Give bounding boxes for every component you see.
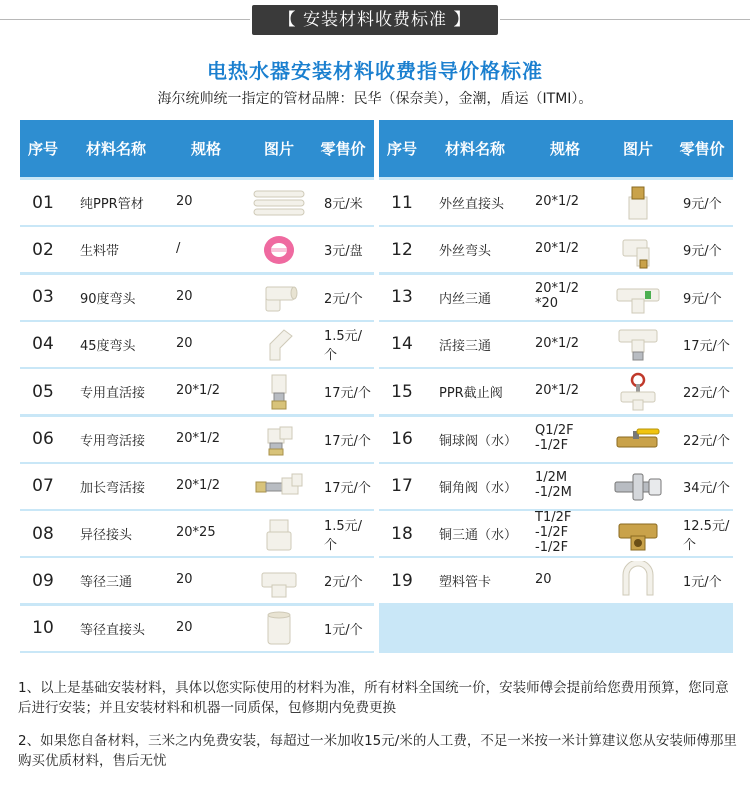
table-header <box>20 120 374 177</box>
elbow-45-icon <box>250 322 308 367</box>
page-title: 电热水器安装材料收费指导价格标准 <box>207 59 543 83</box>
material-price: 2元/个 <box>324 291 363 307</box>
table-row <box>379 180 733 225</box>
material-picture <box>248 606 310 651</box>
table-row <box>20 227 374 272</box>
material-price: 22元/个 <box>683 433 730 449</box>
material-spec: 20*1/2 <box>535 241 579 257</box>
table-row <box>379 275 733 320</box>
table-header <box>379 120 733 177</box>
material-picture <box>248 417 310 462</box>
row-number: 17 <box>391 476 413 497</box>
material-spec: Q1/2F -1/2F <box>535 423 574 453</box>
material-spec: 20 <box>535 572 552 588</box>
table-row <box>379 464 733 509</box>
material-price: 34元/个 <box>683 480 730 496</box>
table-row <box>20 511 374 556</box>
ptfe-tape-icon <box>250 227 308 272</box>
row-number: 02 <box>32 239 54 260</box>
material-spec: 20*25 <box>176 525 216 541</box>
table-row <box>20 606 374 651</box>
material-spec: / <box>176 241 181 257</box>
pipe-clip-icon <box>609 558 667 603</box>
material-name: 专用弯活接 <box>80 433 146 449</box>
straight-union-icon <box>250 369 308 414</box>
material-price: 1.5元/个 <box>324 329 363 364</box>
material-spec: 20 <box>176 572 193 588</box>
elbow-union-icon <box>250 417 308 462</box>
material-picture <box>248 180 310 225</box>
material-picture <box>607 322 669 367</box>
material-price: 17元/个 <box>324 480 371 496</box>
material-picture <box>248 322 310 367</box>
material-name: 铜球阀（水） <box>439 433 518 449</box>
material-price: 9元/个 <box>683 291 722 307</box>
material-price: 12.5元/个 <box>683 518 730 553</box>
row-number: 14 <box>391 334 413 355</box>
material-spec: 20*1/2 <box>176 383 220 399</box>
material-name: PPR截止阀 <box>439 386 503 402</box>
table-row <box>20 322 374 367</box>
col-name-header: 材料名称 <box>444 140 505 158</box>
material-picture <box>607 417 669 462</box>
col-name-header: 材料名称 <box>85 140 146 158</box>
table-row <box>20 417 374 462</box>
table-row <box>20 464 374 509</box>
material-picture <box>248 275 310 320</box>
tee-icon <box>250 558 308 603</box>
material-name: 外丝直接头 <box>439 197 505 212</box>
row-number: 04 <box>32 334 54 355</box>
material-price: 1元/个 <box>683 575 722 591</box>
table-row <box>20 558 374 603</box>
page-subtitle: 海尔统帅统一指定的管材品牌：民华（保奈美），金潮，盾运（ITMI）。 <box>157 91 593 107</box>
row-number: 18 <box>391 523 413 544</box>
col-price-header: 零售价 <box>320 140 366 158</box>
male-elbow-icon <box>609 227 667 272</box>
material-name: 活接三通 <box>439 338 492 354</box>
table-row <box>379 558 733 603</box>
material-spec: 20*1/2 <box>535 383 579 399</box>
material-name: 等径三通 <box>80 575 133 591</box>
material-spec: 20 <box>176 288 193 304</box>
note-2: 2、如果您自备材料，三米之内免费安装，每超过一米加收15元/米的人工费，不足一米按一米计算建议您从安装师傅那里购买优质材料，售后无忧 <box>18 733 737 769</box>
union-tee-icon <box>609 322 667 367</box>
material-name: 等径直接头 <box>80 622 146 638</box>
row-number: 10 <box>32 618 54 639</box>
row-number: 16 <box>391 429 413 449</box>
row-number: 01 <box>32 192 54 213</box>
material-picture <box>607 464 669 509</box>
material-price: 1.5元/个 <box>324 518 363 553</box>
material-name: 铜角阀（水） <box>439 480 518 496</box>
table-row <box>379 369 733 414</box>
coupling-icon <box>250 606 308 651</box>
material-price: 9元/个 <box>683 244 722 260</box>
row-number: 09 <box>32 570 54 591</box>
price-table-left <box>20 120 374 653</box>
notes <box>18 678 738 784</box>
row-number: 15 <box>391 381 413 402</box>
material-name: 纯PPR管材 <box>80 197 144 212</box>
table-row <box>20 275 374 320</box>
col-pic-header: 图片 <box>622 140 653 158</box>
material-name: 铜三通（水） <box>439 528 518 544</box>
col-spec-header: 规格 <box>190 140 221 158</box>
price-table-right <box>379 120 733 653</box>
angle-valve-icon <box>609 464 667 509</box>
col-no-header: 序号 <box>27 140 58 158</box>
header-rule-right <box>500 19 750 20</box>
note-1: 1、以上是基础安装材料，具体以您实际使用的材料为准，所有材料全国统一价，安装师傅会提前给您费用预算，您同意后进行安装；并且安装材料和机器一同质保，包修期内免费更换 <box>18 680 729 716</box>
material-picture <box>607 227 669 272</box>
col-no-header: 序号 <box>386 140 417 158</box>
material-price: 17元/个 <box>683 338 730 354</box>
material-price: 17元/个 <box>324 433 371 449</box>
material-picture <box>248 558 310 603</box>
table-row <box>379 322 733 367</box>
elbow-90-icon <box>250 275 308 320</box>
material-picture <box>248 227 310 272</box>
material-picture <box>607 275 669 320</box>
row-number: 07 <box>32 476 54 497</box>
material-name: 异径接头 <box>80 528 133 544</box>
row-number: 11 <box>391 192 413 213</box>
row-number: 12 <box>391 239 413 260</box>
material-spec: 20*1/2 <box>176 430 220 446</box>
material-picture <box>607 558 669 603</box>
row-number: 05 <box>32 381 54 402</box>
material-price: 8元/米 <box>324 197 363 212</box>
reducer-icon <box>250 511 308 556</box>
header-rule-left <box>0 19 250 20</box>
material-name: 内丝三通 <box>439 291 492 307</box>
table-row <box>379 417 733 462</box>
row-number: 13 <box>391 287 413 308</box>
material-picture <box>248 369 310 414</box>
row-number: 03 <box>32 287 54 308</box>
row-number: 06 <box>32 429 54 449</box>
table-row <box>379 227 733 272</box>
material-spec: 1/2M -1/2M <box>535 470 572 501</box>
material-name: 45度弯头 <box>80 338 136 354</box>
female-tee-icon <box>609 275 667 320</box>
material-spec: T1/2F -1/2F -1/2F <box>535 510 572 556</box>
material-picture <box>607 511 669 556</box>
stop-valve-icon <box>609 369 667 414</box>
row-number: 08 <box>32 523 54 544</box>
material-spec: 20 <box>176 194 193 210</box>
material-price: 17元/个 <box>324 386 371 402</box>
table-row <box>20 180 374 225</box>
ball-valve-icon <box>609 417 667 462</box>
col-pic-header: 图片 <box>263 140 294 158</box>
male-coupling-icon <box>609 180 667 225</box>
material-name: 加长弯活接 <box>80 480 146 496</box>
long-elbow-union-icon <box>250 464 308 509</box>
section-badge: 【 安装材料收费标准 】 <box>252 5 498 35</box>
col-price-header: 零售价 <box>679 140 725 158</box>
brass-tee-icon <box>609 511 667 556</box>
material-picture <box>607 369 669 414</box>
material-price: 2元/个 <box>324 575 363 591</box>
col-spec-header: 规格 <box>549 140 580 158</box>
material-spec: 20*1/2 *20 <box>535 281 579 312</box>
material-name: 专用直活接 <box>80 386 146 402</box>
material-price: 9元/个 <box>683 197 722 212</box>
material-spec: 20 <box>176 335 193 351</box>
material-price: 3元/盘 <box>324 244 363 260</box>
material-picture <box>248 464 310 509</box>
material-spec: 20*1/2 <box>535 335 579 351</box>
ppr-pipe-icon <box>250 180 308 225</box>
material-price: 1元/个 <box>324 622 363 638</box>
material-name: 90度弯头 <box>80 291 136 307</box>
material-price: 22元/个 <box>683 386 730 402</box>
table-row <box>20 369 374 414</box>
material-name: 生料带 <box>80 244 120 260</box>
table-row <box>379 511 733 556</box>
material-spec: 20*1/2 <box>176 477 220 493</box>
row-number: 19 <box>391 570 413 591</box>
material-spec: 20*1/2 <box>535 194 579 210</box>
material-name: 外丝弯头 <box>439 244 492 260</box>
material-name: 塑料管卡 <box>439 575 492 591</box>
material-spec: 20 <box>176 619 193 635</box>
material-picture <box>248 511 310 556</box>
material-picture <box>607 180 669 225</box>
